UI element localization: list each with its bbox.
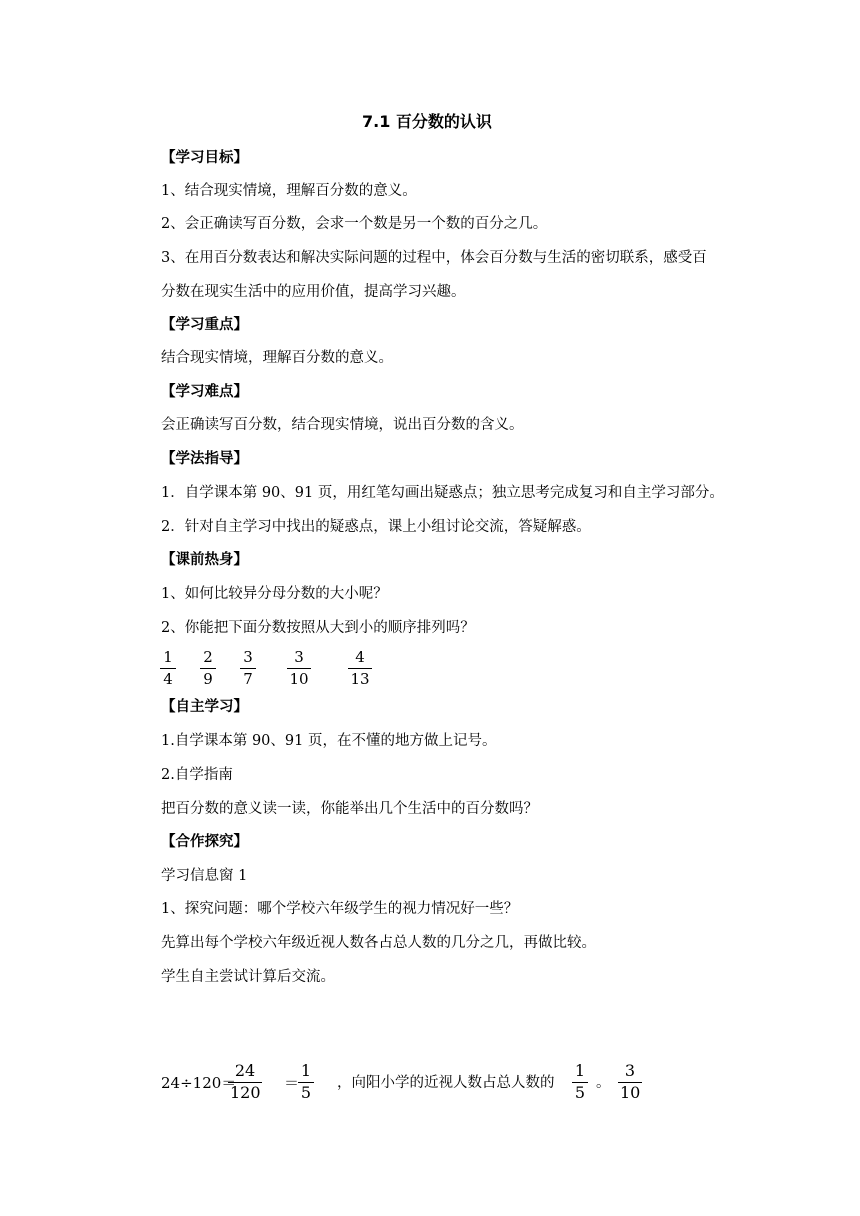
fraction-denominator: 120 <box>230 1083 261 1102</box>
objective-item-3-line-2: 分数在现实生活中的应用价值，提高学习兴趣。 <box>161 284 466 300</box>
difficulties-heading: 【学习难点】 <box>161 384 248 400</box>
fraction-numerator: 1 <box>163 648 173 666</box>
fraction-denominator: 10 <box>620 1083 641 1102</box>
cooperation-item-1: 1、探究问题：哪个学校六年级学生的视力情况好一些？ <box>161 901 519 917</box>
warmup-fraction <box>348 648 372 688</box>
fraction-numerator: 4 <box>355 648 365 666</box>
fraction-denominator: 7 <box>243 670 253 688</box>
warmup-fraction <box>287 648 311 688</box>
fraction-bar <box>200 668 216 669</box>
key-points-heading: 【学习重点】 <box>161 317 248 333</box>
cooperation-window: 学习信息窗 1 <box>161 868 248 884</box>
cooperation-line-2: 先算出每个学校六年级近视人数各占总人数的几分之几，再做比较。 <box>161 935 596 951</box>
equation-fraction <box>572 1062 588 1102</box>
method-heading: 【学法指导】 <box>161 451 248 467</box>
warmup-fraction <box>200 648 216 688</box>
fraction-denominator: 5 <box>300 1083 312 1102</box>
equation-separator: 。 <box>596 1075 611 1091</box>
fraction-numerator: 24 <box>234 1061 256 1080</box>
objective-item-1: 1、结合现实情境，理解百分数的意义。 <box>161 183 417 199</box>
cooperation-heading: 【合作探究】 <box>161 834 248 850</box>
fraction-denominator: 13 <box>350 670 370 688</box>
method-item-2: 2．针对自主学习中找出的疑惑点，课上小组讨论交流，答疑解惑。 <box>161 519 591 535</box>
objective-item-2: 2、会正确读写百分数，会求一个数是另一个数的百分之几。 <box>161 216 548 232</box>
fraction-bar <box>160 668 176 669</box>
equation-lhs: 24÷120＝ <box>161 1074 237 1092</box>
fraction-denominator: 10 <box>289 670 309 688</box>
page-title: 7.1 百分数的认识 <box>362 112 492 131</box>
equation-fraction <box>618 1062 642 1102</box>
cooperation-line-3: 学生自主尝试计算后交流。 <box>161 969 335 985</box>
method-item-1: 1．自学课本第 90、91 页，用红笔勾画出疑惑点；独立思考完成复习和自主学习部分。 <box>161 485 724 501</box>
fraction-numerator: 1 <box>574 1061 586 1080</box>
warmup-item-1: 1、如何比较异分母分数的大小呢？ <box>161 586 388 602</box>
fraction-numerator: 3 <box>243 648 253 666</box>
fraction-numerator: 3 <box>294 648 304 666</box>
warmup-fraction <box>240 648 256 688</box>
fraction-denominator: 5 <box>574 1083 586 1102</box>
fraction-numerator: 2 <box>203 648 213 666</box>
equation-fraction <box>228 1062 262 1102</box>
key-points-text: 结合现实情境，理解百分数的意义。 <box>161 350 393 366</box>
warmup-item-2: 2、你能把下面分数按照从大到小的顺序排列吗？ <box>161 620 475 636</box>
fraction-numerator: 1 <box>300 1061 312 1080</box>
objectives-heading: 【学习目标】 <box>161 150 248 166</box>
self-study-item-1: 1.自学课本第 90、91 页，在不懂的地方做上记号。 <box>161 733 497 749</box>
equation-text: ，向阳小学的近视人数占总人数的 <box>337 1075 555 1091</box>
fraction-numerator: 3 <box>624 1061 636 1080</box>
fraction-bar <box>287 668 311 669</box>
warmup-heading: 【课前热身】 <box>161 552 248 568</box>
fraction-denominator: 9 <box>203 670 213 688</box>
fraction-bar <box>348 668 372 669</box>
self-study-heading: 【自主学习】 <box>161 699 248 715</box>
objective-item-3-line-1: 3、在用百分数表达和解决实际问题的过程中，体会百分数与生活的密切联系，感受百 <box>161 250 707 266</box>
fraction-denominator: 4 <box>163 670 173 688</box>
fraction-bar <box>240 668 256 669</box>
equation-fraction <box>298 1062 314 1102</box>
difficulties-text: 会正确读写百分数，结合现实情境，说出百分数的含义。 <box>161 417 524 433</box>
equation-equals: ＝ <box>284 1074 300 1092</box>
self-study-item-2: 2.自学指南 <box>161 767 233 783</box>
warmup-fraction <box>160 648 176 688</box>
self-study-text: 把百分数的意义读一读，你能举出几个生活中的百分数吗？ <box>161 801 538 817</box>
